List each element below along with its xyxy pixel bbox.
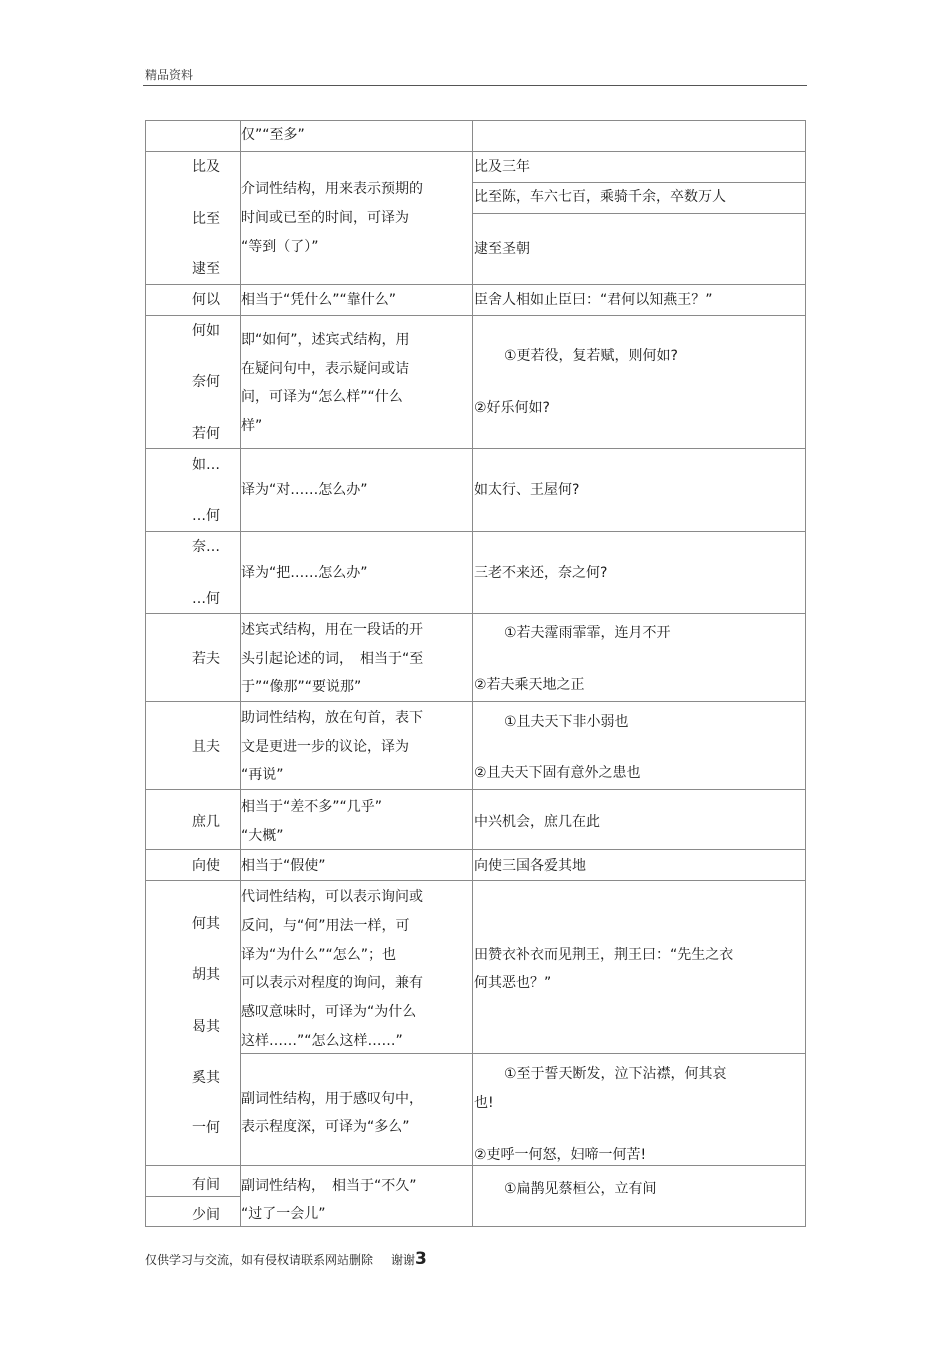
meaning-cell: 仅”“至多” (241, 127, 305, 143)
meaning-cell: 于”“像那”“要说那” (241, 679, 362, 695)
meaning-cell: 文是更进一步的议论，译为 (241, 739, 409, 755)
row-divider (145, 531, 806, 532)
row-divider (145, 613, 806, 614)
meaning-cell: 感叹意味时，可译为“为什么 (241, 1004, 417, 1020)
header-rule (143, 85, 807, 86)
term-cell: 如… (192, 457, 220, 473)
term-cell: 若夫 (192, 651, 220, 667)
example-cell: 也! (474, 1095, 494, 1111)
footer (145, 1249, 427, 1269)
example-cell: ②若夫乘天地之正 (474, 677, 585, 693)
example-cell: 三老不来还，奈之何? (474, 565, 608, 581)
term-cell: 何其 (192, 916, 220, 932)
meaning-cell: 述宾式结构，用在一段话的开 (241, 622, 423, 638)
term-cell: 比及 (192, 159, 220, 175)
term-cell: 若何 (192, 426, 220, 442)
meaning-cell: 助词性结构，放在句首，表下 (241, 710, 423, 726)
example-cell: ①更若役，复若赋，则何如? (504, 348, 678, 364)
example-cell: 田赞衣补衣而见荆王，荆王曰：“先生之衣 (474, 947, 734, 963)
term-cell: 一何 (192, 1120, 220, 1136)
term-cell: …何 (192, 591, 220, 607)
term-cell: 何如 (192, 323, 220, 339)
meaning-cell: 表示程度深，可译为“多么” (241, 1119, 410, 1135)
term-cell: 逮至 (192, 261, 220, 277)
meaning-cell: 译为“为什么”“怎么”；也 (241, 947, 397, 963)
term-cell: 比至 (192, 211, 220, 227)
column-border (805, 120, 806, 1227)
term-cell: 胡其 (192, 967, 220, 983)
example-cell: 如太行、王屋何? (474, 482, 580, 498)
meaning-cell: 可以表示对程度的询问，兼有 (241, 975, 423, 991)
term-cell: 庶几 (192, 814, 220, 830)
term-cell: 奈… (192, 539, 220, 555)
meaning-cell: 副词性结构， 相当于“不久” (241, 1178, 417, 1194)
meaning-cell: 在疑问句中，表示疑问或诘 (241, 361, 409, 377)
meaning-cell: 相当于“差不多”“几乎” (241, 799, 383, 815)
page-number: 3 (415, 1249, 427, 1269)
meaning-cell: 即“如何”，述宾式结构，用 (241, 332, 410, 348)
meaning-cell: 译为“对……怎么办” (241, 482, 368, 498)
column-border (472, 120, 473, 1227)
example-cell: ②且夫天下固有意外之患也 (474, 765, 641, 781)
meaning-cell: 副词性结构，用于感叹句中， (241, 1091, 423, 1107)
example-cell: 比及三年 (474, 159, 530, 175)
column-border (145, 120, 146, 1227)
example-cell: ①至于誓天断发，泣下沾襟，何其哀 (504, 1066, 727, 1082)
meaning-cell: “过了一会儿” (241, 1206, 326, 1222)
row-divider (145, 315, 806, 316)
meaning-cell: 介词性结构，用来表示预期的 (241, 181, 423, 197)
example-cell: ②好乐何如? (474, 400, 550, 416)
meaning-cell: 这样……”“怎么这样……” (241, 1033, 403, 1049)
example-cell: ②吏呼一何怒，妇啼一何苦! (474, 1147, 647, 1163)
meaning-cell: “再说” (241, 767, 284, 783)
meaning-cell: 问，可译为“怎么样”“什么 (241, 389, 403, 405)
meaning-cell: 相当于“凭什么”“靠什么” (241, 292, 397, 308)
example-cell: 向使三国各爱其地 (474, 858, 586, 874)
meaning-cell: 相当于“假使” (241, 858, 326, 874)
row-divider (145, 284, 806, 285)
meaning-cell: 代词性结构，可以表示询问或 (241, 889, 423, 905)
example-cell: 臣舍人相如止臣曰：“君何以知燕王？” (474, 292, 713, 308)
meaning-cell: 样” (241, 418, 263, 434)
term-cell: 曷其 (192, 1019, 220, 1035)
example-cell: ①且夫天下非小弱也 (504, 714, 629, 730)
example-cell: ①若夫霪雨霏霏，连月不开 (504, 625, 671, 641)
header-label: 精品资料 (145, 68, 194, 82)
example-cell: 比至陈，车六七百，乘骑千余，卒数万人 (474, 189, 726, 205)
row-divider (145, 448, 806, 449)
meaning-cell: 译为“把……怎么办” (241, 565, 368, 581)
term-cell: 向使 (192, 858, 220, 874)
term-cell: 少间 (192, 1207, 220, 1223)
term-cell: 奈何 (192, 374, 220, 390)
example-cell: 中兴机会，庶几在此 (474, 814, 600, 830)
term-cell: 何以 (192, 292, 220, 308)
meaning-cell: 头引起论述的词， 相当于“至 (241, 651, 424, 667)
footer-note: 仅供学习与交流，如有侵权请联系网站删除 (145, 1253, 374, 1267)
meaning-cell: “大概” (241, 828, 284, 844)
meaning-cell: 反问，与“何”用法一样，可 (241, 918, 410, 934)
meaning-cell: “等到（了）” (241, 239, 319, 255)
example-cell: 逮至圣朝 (474, 241, 530, 257)
example-cell: 何其恶也？” (474, 975, 552, 991)
meaning-cell: 时间或已至的时间，可译为 (241, 210, 409, 226)
term-cell: 有间 (192, 1177, 220, 1193)
row-divider (145, 151, 806, 152)
row-divider (472, 213, 806, 214)
term-cell: 且夫 (192, 739, 220, 755)
term-cell: 奚其 (192, 1070, 220, 1086)
term-cell: …何 (192, 508, 220, 524)
footer-thanks: 谢谢 (391, 1253, 416, 1267)
example-cell: ①扁鹊见蔡桓公，立有间 (504, 1181, 657, 1197)
